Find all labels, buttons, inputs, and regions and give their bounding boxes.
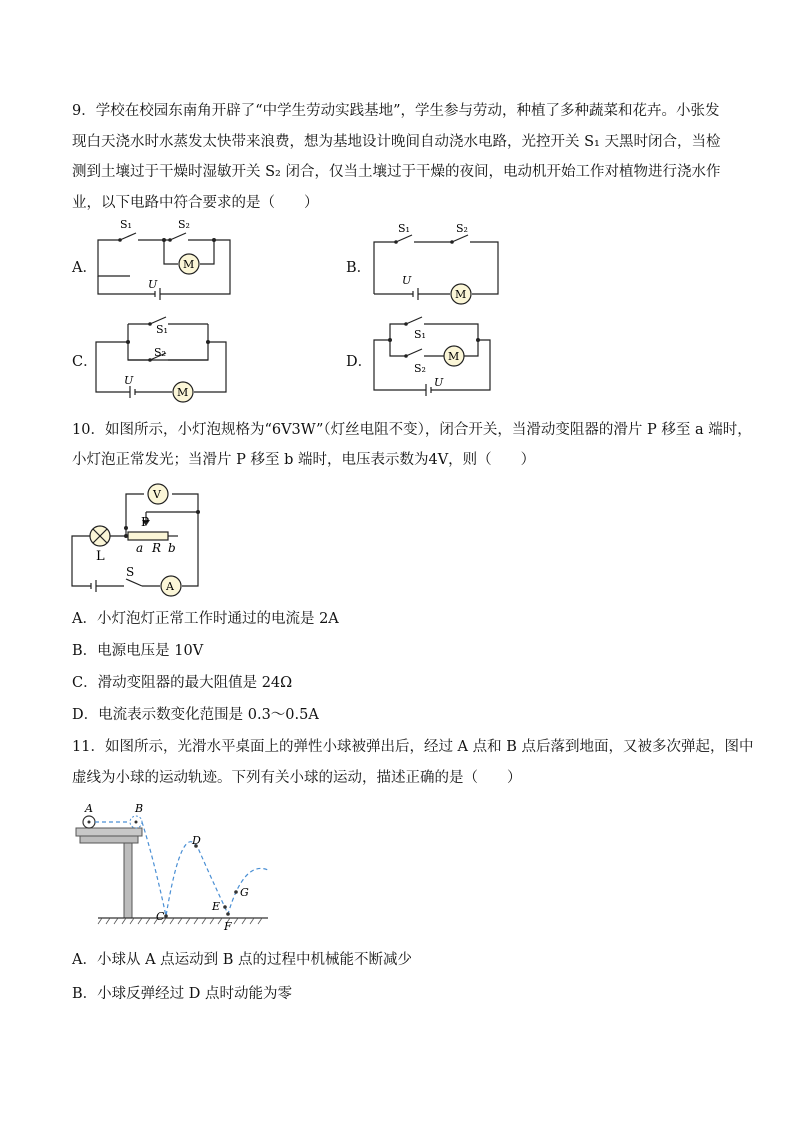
q9-circuit-b <box>366 222 506 300</box>
motor-label: M <box>448 350 460 363</box>
switch-s1-label: S₁ <box>398 222 410 235</box>
q9-option-a[interactable]: A． <box>72 260 97 276</box>
motor-label: M <box>177 386 189 399</box>
switch-s1-label: S₁ <box>120 218 132 231</box>
point-a-label: A <box>85 802 93 815</box>
q9-circuit-c <box>92 316 232 404</box>
q10-stem-line1: 10．如图所示，小灯泡规格为“6V3W”（灯丝电阻不变），闭合开关，当滑动变阻器的滑片 P 移至 a 端时， <box>72 422 752 438</box>
voltage-label: U <box>148 278 158 291</box>
point-b-label: B <box>135 802 144 815</box>
q11-option-a[interactable]: A．小球从 A 点运动到 B 点的过程中机械能不断减少 <box>72 952 413 968</box>
resistor-r-label: R <box>152 541 162 555</box>
switch-label: S <box>126 565 135 579</box>
voltmeter-label: V <box>153 488 161 501</box>
point-g-label: G <box>240 886 249 899</box>
motor-label: M <box>183 258 195 271</box>
q9-stem: 9．学校在校园东南角开辟了“中学生劳动实践基地”，学生参与劳动，种植了多种蔬菜和花卉。小张发现白天浇水时水蒸发太快带来浪费，想为基地设计晚间自动浇水电路，光控开关 S₁ 天黑时闭合，当检测到土壤过于干燥时湿敏开关 S₂ 闭合，仅当土壤过于干燥的夜间，电动机开始工作对植物进行浇水作业，以下电路中符合要求的是（ ） <box>72 103 721 211</box>
switch-s2-label: S₂ <box>178 218 190 231</box>
q9-option-d[interactable]: D． <box>346 354 373 370</box>
q11-stem-line1: 11．如图所示，光滑水平桌面上的弹性小球被弹出后，经过 A 点和 B 点后落到地面，又被多次弹起，图中 <box>72 739 754 755</box>
switch-s2-label: S₂ <box>154 346 166 359</box>
switch-s1-label: S₁ <box>414 328 426 341</box>
motor-label: M <box>455 288 467 301</box>
q11-ball-diagram <box>72 800 282 933</box>
ammeter-label: A <box>166 580 174 593</box>
q10-option-d[interactable]: D．电流表示数变化范围是 0.3～0.5A <box>72 707 319 723</box>
switch-s1-label: S₁ <box>156 323 168 336</box>
q11-stem-line2: 虚线为小球的运动轨迹。下列有关小球的运动，描述正确的是（ ） <box>72 770 522 786</box>
q10-circuit <box>66 482 206 592</box>
q10-option-a[interactable]: A．小灯泡灯正常工作时通过的电流是 2A <box>72 611 339 627</box>
q9-circuit-d <box>370 318 504 398</box>
switch-s2-label: S₂ <box>456 222 468 235</box>
point-e-label: E <box>212 900 221 913</box>
switch-s2-label: S₂ <box>414 362 426 375</box>
q10-option-b[interactable]: B．电源电压是 10V <box>72 643 204 659</box>
q11-option-b[interactable]: B．小球反弹经过 D 点时动能为零 <box>72 986 292 1002</box>
slider-p-label: P <box>141 515 150 529</box>
voltage-label: U <box>402 274 412 287</box>
point-d-label: D <box>192 834 201 847</box>
q9-option-c[interactable]: C． <box>72 354 98 370</box>
q10-stem-line2: 小灯泡正常发光；当滑片 P 移至 b 端时，电压表示数为4V，则（ ） <box>72 452 536 468</box>
point-f-label: F <box>224 920 232 933</box>
end-b-label: b <box>168 541 176 555</box>
lamp-label: L <box>96 549 105 564</box>
voltage-label: U <box>434 376 444 389</box>
q9-circuit-a <box>90 218 240 300</box>
voltage-label: U <box>124 374 134 387</box>
end-a-label: a <box>136 541 144 555</box>
q10-option-c[interactable]: C．滑动变阻器的最大阻值是 24Ω <box>72 675 293 691</box>
q9-option-b[interactable]: B． <box>346 260 372 276</box>
point-c-label: C <box>156 910 165 923</box>
